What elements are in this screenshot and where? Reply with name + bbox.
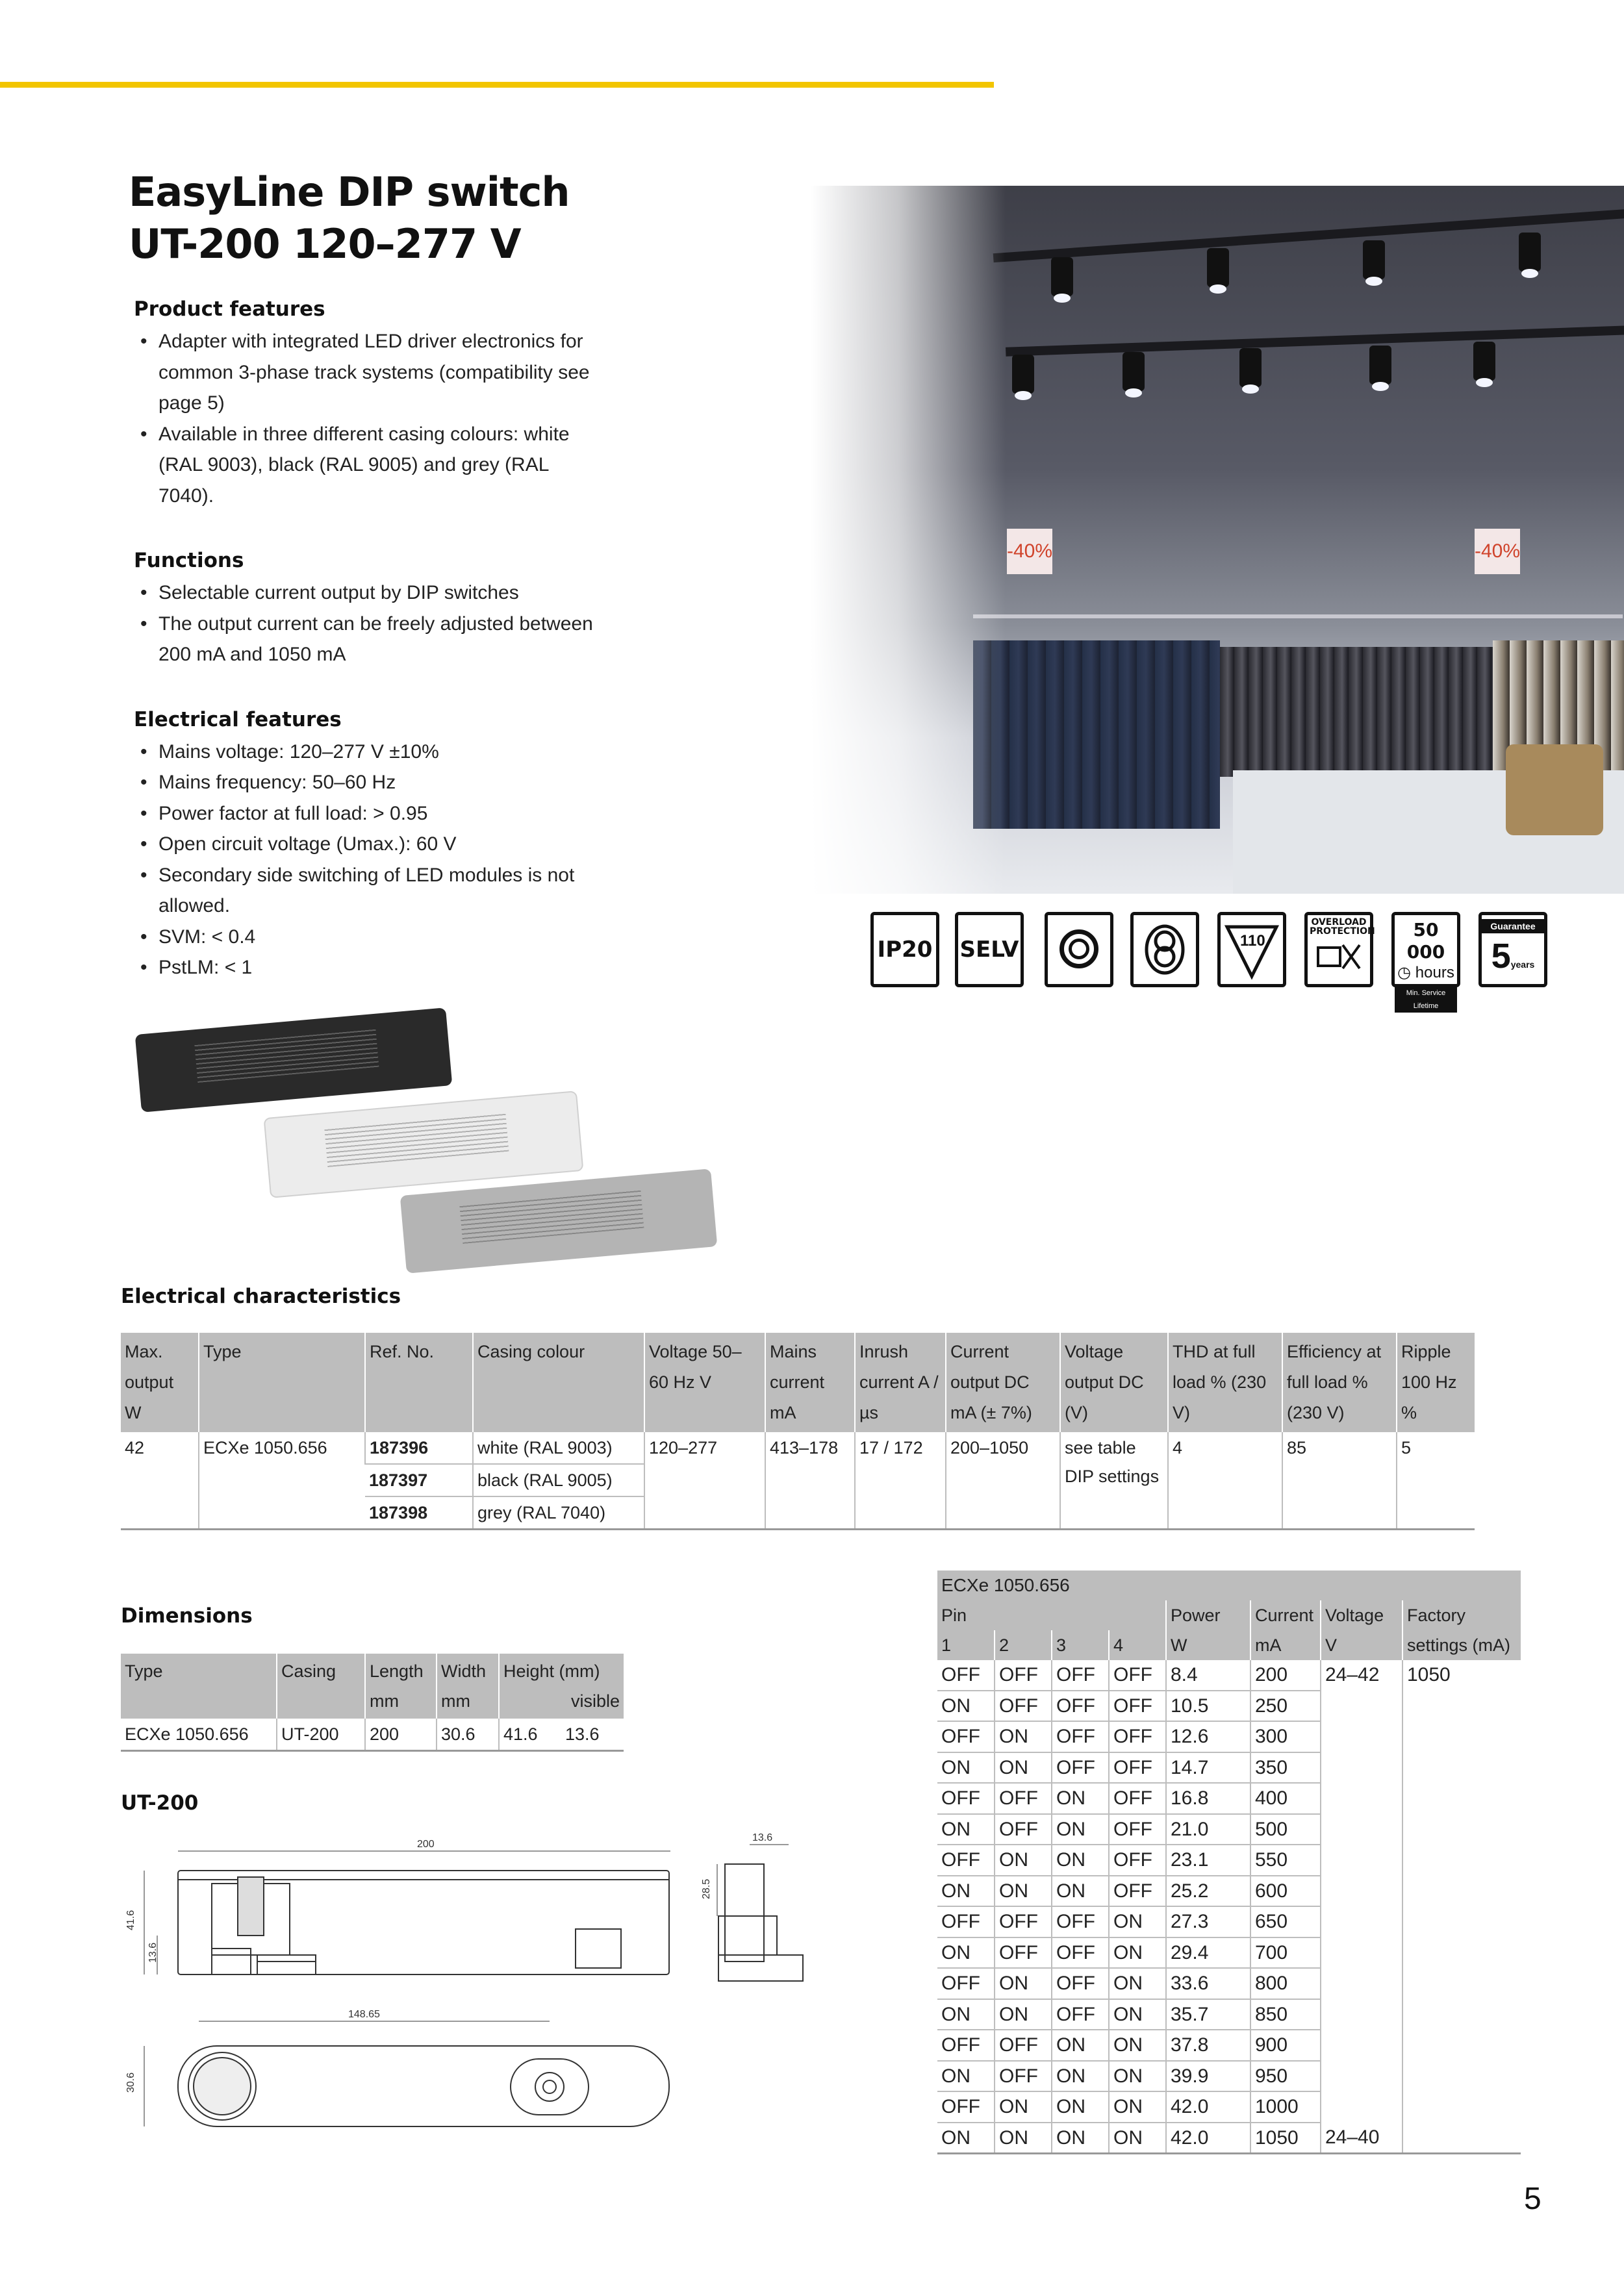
pin-state-cell: OFF	[1052, 1691, 1109, 1722]
pin-state-cell: OFF	[995, 1937, 1052, 1969]
overload-symbol-icon	[1313, 936, 1365, 975]
pin-state-cell: OFF	[1052, 1968, 1109, 1999]
pin-state-cell: ON	[937, 1876, 995, 1907]
spotlight	[1012, 355, 1034, 394]
dim-label: 28.5	[701, 1878, 712, 1899]
current-cell: 200	[1250, 1660, 1321, 1691]
electrical-characteristics-table	[121, 1333, 1475, 1530]
selv-icon: SELV	[955, 912, 1024, 987]
pin-state-cell: ON	[937, 1691, 995, 1722]
list-item: • Mains voltage: 120–277 V ±10%	[134, 737, 602, 768]
table-header-row: Pin Power Current Voltage Factory	[937, 1600, 1521, 1630]
pin-state-cell: ON	[937, 1814, 995, 1845]
pin-state-cell: ON	[1109, 2061, 1166, 2092]
pin-state-cell: OFF	[1109, 1814, 1166, 1845]
dim-label: 13.6	[147, 1942, 159, 1963]
title-line-1: EasyLine DIP switch	[129, 168, 570, 216]
power-cell: 42.0	[1166, 2123, 1250, 2154]
pin-state-cell: ON	[1052, 2061, 1109, 2092]
power-cell: 37.8	[1166, 2030, 1250, 2061]
pin-state-cell: ON	[1109, 1937, 1166, 1969]
power-cell: 42.0	[1166, 2091, 1250, 2123]
power-cell: 10.5	[1166, 1691, 1250, 1722]
electrical-features-list	[134, 737, 602, 983]
pin-state-cell: OFF	[995, 1783, 1052, 1814]
power-cell: 29.4	[1166, 1937, 1250, 1969]
sale-sign: -40%	[1007, 529, 1052, 574]
current-cell: 550	[1250, 1845, 1321, 1876]
product-features-list	[134, 326, 602, 511]
voltage-cell: 24–42	[1321, 1660, 1402, 2123]
table-row: 187397 black (RAL 9005)	[121, 1464, 1475, 1496]
pin-state-cell: OFF	[995, 1660, 1052, 1691]
pin-state-cell: OFF	[1109, 1752, 1166, 1784]
spotlight	[1369, 346, 1391, 385]
power-cell: 12.6	[1166, 1721, 1250, 1752]
power-cell: 8.4	[1166, 1660, 1250, 1691]
pin-state-cell: OFF	[1052, 1721, 1109, 1752]
page-number: 5	[1524, 2182, 1542, 2216]
current-cell: 950	[1250, 2061, 1321, 2092]
product-image-black	[135, 1007, 453, 1112]
spotlight	[1207, 248, 1229, 287]
clothes-rack	[973, 640, 1220, 829]
pin-state-cell: OFF	[937, 2030, 995, 2061]
pin-state-cell: OFF	[937, 1968, 995, 1999]
technical-drawing	[121, 1832, 835, 2156]
pin-state-cell: ON	[995, 2091, 1052, 2123]
dim-label: 13.6	[752, 1832, 773, 1843]
sale-sign: -40%	[1475, 529, 1520, 574]
pin-state-cell: OFF	[1052, 1752, 1109, 1784]
pin-state-cell: OFF	[1052, 1999, 1109, 2030]
table-header-row: Type Casing Length mm Width mm Height (mm) visible	[121, 1654, 624, 1719]
current-cell: 1050	[1250, 2123, 1321, 2154]
spotlight	[1051, 257, 1073, 296]
pin-state-cell: ON	[1052, 2123, 1109, 2154]
current-cell: 700	[1250, 1937, 1321, 1969]
pin-state-cell: ON	[1052, 1845, 1109, 1876]
clock-icon: ◷	[1397, 964, 1412, 981]
double-insulation-icon	[1045, 912, 1113, 987]
dim-label: 148.65	[348, 2009, 380, 2020]
pin-state-cell: ON	[1052, 1783, 1109, 1814]
pin-state-cell: ON	[937, 1937, 995, 1969]
list-item: • Power factor at full load: > 0.95	[134, 798, 602, 829]
power-cell: 21.0	[1166, 1814, 1250, 1845]
table-row: 187398 grey (RAL 7040)	[121, 1496, 1475, 1530]
current-cell: 850	[1250, 1999, 1321, 2030]
pin-state-cell: ON	[995, 1876, 1052, 1907]
basket	[1506, 744, 1603, 835]
current-cell: 600	[1250, 1876, 1321, 1907]
pin-state-cell: ON	[937, 2123, 995, 2154]
product-image-white	[264, 1091, 584, 1198]
power-cell: 27.3	[1166, 1906, 1250, 1937]
dim-label: 30.6	[125, 2072, 136, 2093]
pin-state-cell: ON	[995, 2123, 1052, 2154]
pin-state-cell: ON	[1052, 1814, 1109, 1845]
pin-state-cell: OFF	[937, 1783, 995, 1814]
dim-label: 41.6	[125, 1910, 136, 1930]
functions-heading: Functions	[134, 549, 244, 572]
table-row	[937, 1660, 1521, 1691]
photo-fade	[811, 186, 1006, 894]
pin-state-cell: ON	[995, 1968, 1052, 1999]
power-cell: 16.8	[1166, 1783, 1250, 1814]
transformer-symbol-icon	[1134, 915, 1196, 984]
voltage-cell: 24–40	[1321, 2123, 1402, 2154]
dip-settings-table	[937, 1571, 1521, 2154]
electrical-features-heading: Electrical features	[134, 707, 342, 731]
pin-state-cell: ON	[1109, 2123, 1166, 2154]
product-image-grey	[400, 1168, 718, 1273]
pin-state-cell: OFF	[1109, 1721, 1166, 1752]
safety-transformer-icon	[1130, 912, 1199, 987]
pin-state-cell: ON	[1109, 1968, 1166, 1999]
pin-state-cell: ON	[1052, 1876, 1109, 1907]
spotlight	[1473, 342, 1495, 381]
power-cell: 23.1	[1166, 1845, 1250, 1876]
table-header-row: Max. output W Type Ref. No. Casing colour Voltage 50–60 Hz V Mains current mA Inrush current A / µs Current output DC mA (± 7%) Voltage output DC (V) THD at full load % (230 V) Efficiency at full load % (230 V) Ripple 100 Hz %	[121, 1333, 1475, 1432]
pin-state-cell: ON	[995, 1845, 1052, 1876]
pin-state-cell: OFF	[937, 1906, 995, 1937]
clothes-rack	[1220, 647, 1493, 777]
spotlight	[1239, 348, 1262, 387]
pin-state-cell: OFF	[1109, 1783, 1166, 1814]
pin-state-cell: OFF	[995, 2030, 1052, 2061]
pin-state-cell: OFF	[1109, 1876, 1166, 1907]
current-cell: 250	[1250, 1691, 1321, 1722]
pin-state-cell: ON	[995, 1999, 1052, 2030]
list-item: • Adapter with integrated LED driver electronics for common 3-phase track systems (compatibility see page 5)	[134, 326, 602, 419]
pin-state-cell: ON	[1109, 1906, 1166, 1937]
track-rail	[1006, 325, 1624, 356]
current-cell: 300	[1250, 1721, 1321, 1752]
dimensions-table	[121, 1654, 624, 1752]
current-cell: 650	[1250, 1906, 1321, 1937]
electrical-characteristics-heading: Electrical characteristics	[121, 1285, 401, 1308]
table-row: 42 ECXe 1050.656 187396 white (RAL 9003) 120–277 413–178 17 / 172 200–1050 see table DIP settings 4 85 5	[121, 1432, 1475, 1464]
pin-state-cell: OFF	[1109, 1845, 1166, 1876]
list-item: • Open circuit voltage (Umax.): 60 V	[134, 829, 602, 860]
pin-state-cell: ON	[1052, 2091, 1109, 2123]
functions-list	[134, 577, 602, 670]
pin-state-cell: OFF	[1052, 1937, 1109, 1969]
pin-state-cell: ON	[1109, 2030, 1166, 2061]
ip20-icon: IP20	[870, 912, 939, 987]
pin-state-cell: OFF	[1109, 1660, 1166, 1691]
pin-state-cell: ON	[995, 1721, 1052, 1752]
store-photo	[811, 186, 1624, 894]
page-title	[129, 166, 570, 270]
current-cell: 400	[1250, 1783, 1321, 1814]
pin-state-cell: OFF	[1109, 1691, 1166, 1722]
pin-state-cell: ON	[937, 1999, 995, 2030]
current-cell: 800	[1250, 1968, 1321, 1999]
pin-state-cell: OFF	[995, 2061, 1052, 2092]
pin-state-cell: ON	[995, 1752, 1052, 1784]
factory-setting-cell: 1050	[1402, 1660, 1521, 2154]
pin-state-cell: OFF	[995, 1691, 1052, 1722]
current-cell: 350	[1250, 1752, 1321, 1784]
table-row: ECXe 1050.656 UT-200 200 30.6 41.6 13.6	[121, 1719, 624, 1751]
pin-state-cell: ON	[1109, 1999, 1166, 2030]
top-accent-bar	[0, 82, 994, 88]
spotlight	[1123, 352, 1145, 391]
service-lifetime-icon: 50 000 ◷ hours Min. Service Lifetime	[1391, 912, 1460, 987]
spotlight	[1519, 233, 1541, 271]
power-cell: 14.7	[1166, 1752, 1250, 1784]
list-item: • PstLM: < 1	[134, 952, 602, 983]
power-cell: 35.7	[1166, 1999, 1250, 2030]
current-cell: 500	[1250, 1814, 1321, 1845]
list-item: • Secondary side switching of LED modules is not allowed.	[134, 860, 602, 922]
guarantee-icon: Guarantee 5years	[1478, 912, 1547, 987]
pin-state-cell: ON	[1109, 2091, 1166, 2123]
pin-state-cell: OFF	[937, 2091, 995, 2123]
list-item: • The output current can be freely adjusted between 200 mA and 1050 mA	[134, 609, 602, 670]
pin-state-cell: OFF	[1052, 1906, 1109, 1937]
pin-state-cell: OFF	[995, 1906, 1052, 1937]
pin-state-cell: ON	[937, 1752, 995, 1784]
current-cell: 1000	[1250, 2091, 1321, 2123]
power-cell: 33.6	[1166, 1968, 1250, 1999]
temperature-icon: 110	[1217, 912, 1286, 987]
clothes-rail	[973, 614, 1623, 618]
current-cell: 900	[1250, 2030, 1321, 2061]
list-item: • Available in three different casing colours: white (RAL 9003), black (RAL 9005) and grey (RAL 7040).	[134, 419, 602, 512]
list-item: • Mains frequency: 50–60 Hz	[134, 767, 602, 798]
power-cell: 25.2	[1166, 1876, 1250, 1907]
pin-state-cell: OFF	[937, 1845, 995, 1876]
dim-label: 200	[417, 1839, 435, 1850]
table-title-row: ECXe 1050.656	[937, 1571, 1521, 1600]
table-header-row: 1 2 3 4 W mA V settings (mA)	[937, 1630, 1521, 1660]
product-features-heading: Product features	[134, 297, 325, 321]
spotlight	[1363, 240, 1385, 279]
pin-state-cell: OFF	[995, 1814, 1052, 1845]
list-item: • Selectable current output by DIP switches	[134, 577, 602, 609]
pin-state-cell: OFF	[937, 1660, 995, 1691]
overload-protection-icon: OVERLOAD PROTECTION	[1304, 912, 1373, 987]
list-item: • SVM: < 0.4	[134, 922, 602, 953]
power-cell: 39.9	[1166, 2061, 1250, 2092]
dimensions-heading: Dimensions	[121, 1604, 253, 1628]
pin-state-cell: OFF	[937, 1721, 995, 1752]
pin-state-cell: ON	[1052, 2030, 1109, 2061]
title-line-2: UT-200 120–277 V	[129, 220, 521, 268]
pin-state-cell: OFF	[1052, 1660, 1109, 1691]
pin-state-cell: ON	[937, 2061, 995, 2092]
drawing-heading: UT-200	[121, 1791, 199, 1815]
feature-lists	[134, 297, 602, 983]
